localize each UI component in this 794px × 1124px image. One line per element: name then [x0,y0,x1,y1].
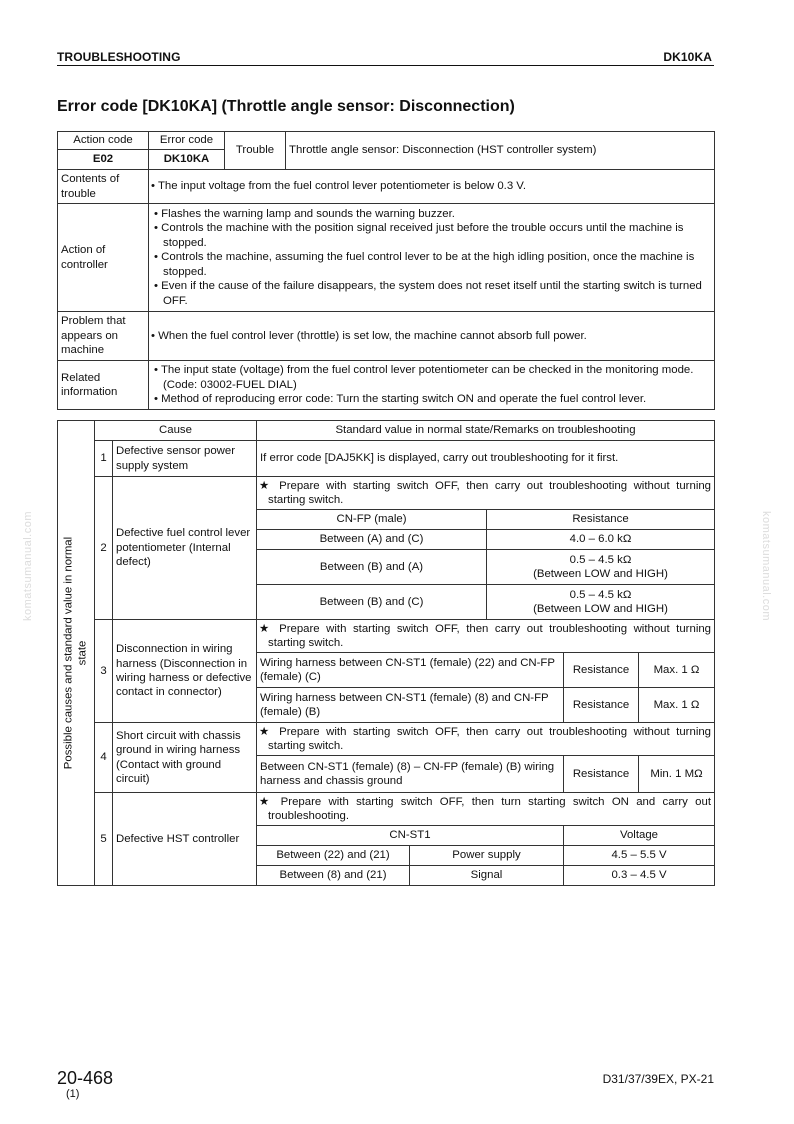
related-label: Related information [58,361,149,410]
problem-text: • When the fuel control lever (throttle) is set low, the machine cannot absorb full power. [149,312,715,361]
prep-note: ★ Prepare with starting switch OFF, then carry out troubleshooting without turning starting switch. [257,723,715,756]
model-code: D31/37/39EX, PX-21 [602,1072,714,1086]
harness-label: Resistance [564,653,639,688]
cause-num: 5 [95,793,113,886]
measure-name: Power supply [410,846,564,866]
action-label: Action of controller [58,204,149,312]
header-code: DK10KA [663,50,712,64]
contents-label: Contents of trouble [58,170,149,204]
prep-note: ★ Prepare with starting switch OFF, then turn starting switch ON and carry out troubleshooting. [257,793,715,826]
harness-value: Min. 1 MΩ [639,756,715,793]
action-item: • Controls the machine with the position signal received just before the trouble occurs until the machine is stopped. [154,222,684,249]
col-connector: CN-FP (male) [257,510,487,530]
problem-label: Problem that appears on machine [58,312,149,361]
cause-text: Short circuit with chassis ground in wiring harness (Contact with ground circuit) [113,723,257,793]
cause-remark: If error code [DAJ5KK] is displayed, carry out troubleshooting for it first. [257,441,715,477]
harness-desc: Between CN-ST1 (female) (8) – CN-FP (female) (B) wiring harness and chassis ground [257,756,564,793]
action-item: • Controls the machine, assuming the fuel control lever to be at the high idling position, once the machine is stopped. [154,251,695,278]
measure-value-note: (Between LOW and HIGH) [533,603,668,615]
standard-header: Standard value in normal state/Remarks on troubleshooting [257,421,715,441]
harness-label: Resistance [564,688,639,723]
measure-value: 4.5 – 5.5 V [564,846,715,866]
measure-value [487,550,715,585]
measure-value [487,585,715,620]
error-code-value: DK10KA [149,150,225,170]
causes-table [57,420,715,886]
harness-value: Max. 1 Ω [639,688,715,723]
action-list [149,204,715,312]
measure-between: Between (B) and (A) [257,550,487,585]
error-code-label: Error code [149,132,225,150]
action-item: • Flashes the warning lamp and sounds the warning buzzer. [154,208,455,221]
cause-num: 2 [95,477,113,620]
watermark-left: komatsumanual.com [22,511,34,621]
page-title: Error code [DK10KA] (Throttle angle sensor: Disconnection) [57,98,515,115]
harness-label: Resistance [564,756,639,793]
prep-note: ★ Prepare with starting switch OFF, then carry out troubleshooting without turning starting switch. [257,477,715,510]
harness-desc: Wiring harness between CN-ST1 (female) (8) and CN-FP (female) (B) [257,688,564,723]
cause-num: 3 [95,620,113,723]
measure-value-note: (Between LOW and HIGH) [533,568,668,580]
measure-between: Between (22) and (21) [257,846,410,866]
col-voltage: Voltage [564,826,715,846]
causes-side-label-text: Possible causes and standard value in normal state [62,536,89,770]
related-list [149,361,715,410]
page-revision: (1) [66,1088,80,1100]
cause-text: Defective fuel control lever potentiometer (Internal defect) [113,477,257,620]
cause-text: Defective HST controller [113,793,257,886]
measure-value: 0.3 – 4.5 V [564,866,715,886]
causes-side-label [58,421,95,886]
harness-value: Max. 1 Ω [639,653,715,688]
measure-value-main: 0.5 – 4.5 kΩ [569,553,632,566]
measure-between: Between (A) and (C) [257,530,487,550]
prep-note: ★ Prepare with starting switch OFF, then carry out troubleshooting without turning starting switch. [257,620,715,653]
related-item: • The input state (voltage) from the fuel control lever potentiometer can be checked in the monitoring mode. (Code: 03002-FUEL DIAL) [154,364,694,391]
measure-value-main: 0.5 – 4.5 kΩ [569,588,632,601]
measure-value: 4.0 – 6.0 kΩ [487,530,715,550]
error-info-table [57,131,715,410]
action-code-label: Action code [58,132,149,150]
col-connector: CN-ST1 [257,826,564,846]
contents-text: • The input voltage from the fuel control lever potentiometer is below 0.3 V. [149,170,715,204]
cause-header: Cause [95,421,257,441]
harness-desc: Wiring harness between CN-ST1 (female) (22) and CN-FP (female) (C) [257,653,564,688]
trouble-label: Trouble [225,132,286,170]
cause-text: Defective sensor power supply system [113,441,257,477]
cause-num: 4 [95,723,113,793]
measure-between: Between (8) and (21) [257,866,410,886]
trouble-text: Throttle angle sensor: Disconnection (HST controller system) [286,132,715,170]
section-name: TROUBLESHOOTING [57,50,181,64]
cause-text: Disconnection in wiring harness (Disconnection in wiring harness or defective contact in connector) [113,620,257,723]
measure-between: Between (B) and (C) [257,585,487,620]
related-item: • Method of reproducing error code: Turn the starting switch ON and operate the fuel control lever. [154,393,647,406]
action-item: • Even if the cause of the failure disappears, the system does not reset itself until the starting switch is turned OFF. [154,280,702,307]
watermark-right: komatsumanual.com [760,511,772,621]
action-code-value: E02 [58,150,149,170]
measure-name: Signal [410,866,564,886]
page-header [57,50,714,66]
page-number: 20-468 [57,1068,114,1088]
cause-num: 1 [95,441,113,477]
col-resistance: Resistance [487,510,715,530]
